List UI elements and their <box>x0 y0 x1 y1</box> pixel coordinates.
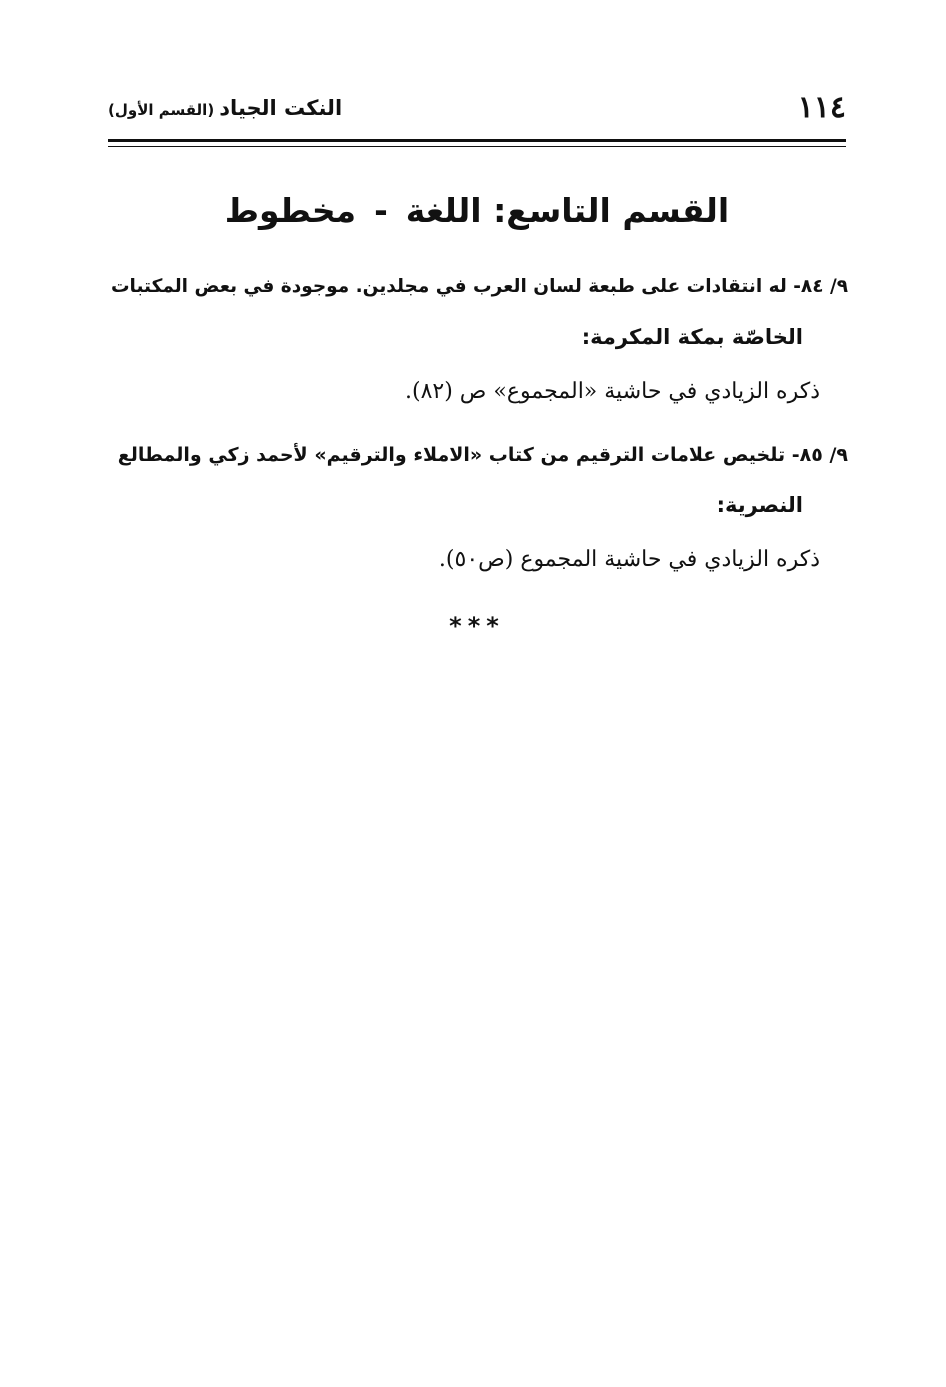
section-title-sub: مخطوط <box>224 191 357 230</box>
page-header <box>108 88 846 128</box>
section-title-separator: - <box>374 191 388 230</box>
section-title <box>108 185 846 237</box>
page-number: ١١٤ <box>797 90 846 125</box>
section-title-main: القسم التاسع: اللغة <box>405 191 730 230</box>
entry-85 <box>108 430 848 584</box>
entry-line-1: ٩/ ٨٥- تلخيص علامات الترقيم من كتاب «الاملاء والترقيم» لأحمد زكي والمطالع <box>117 444 848 466</box>
entry-note: ذكره الزيادي في حاشية «المجموع» ص (٨٢). <box>405 379 820 404</box>
entry-84 <box>108 262 848 416</box>
header-rule-thin <box>108 146 846 147</box>
entry-line-1: ٩/ ٨٤- له انتقادات على طبعة لسان العرب في مجلدين. موجودة في بعض المكتبات <box>110 276 848 297</box>
book-title: النكت الجياد <box>219 96 343 120</box>
entry-note: ذكره الزيادي في حاشية المجموع (ص٥٠). <box>438 547 820 572</box>
section-end-ornament: *** <box>449 612 505 640</box>
header-rule-thick <box>108 139 846 142</box>
part-label: (القسم الأول) <box>108 101 215 119</box>
running-title <box>108 88 342 130</box>
entry-line-2: النصرية: <box>716 493 803 517</box>
entry-line-2: الخاصّة بمكة المكرمة: <box>581 325 803 349</box>
